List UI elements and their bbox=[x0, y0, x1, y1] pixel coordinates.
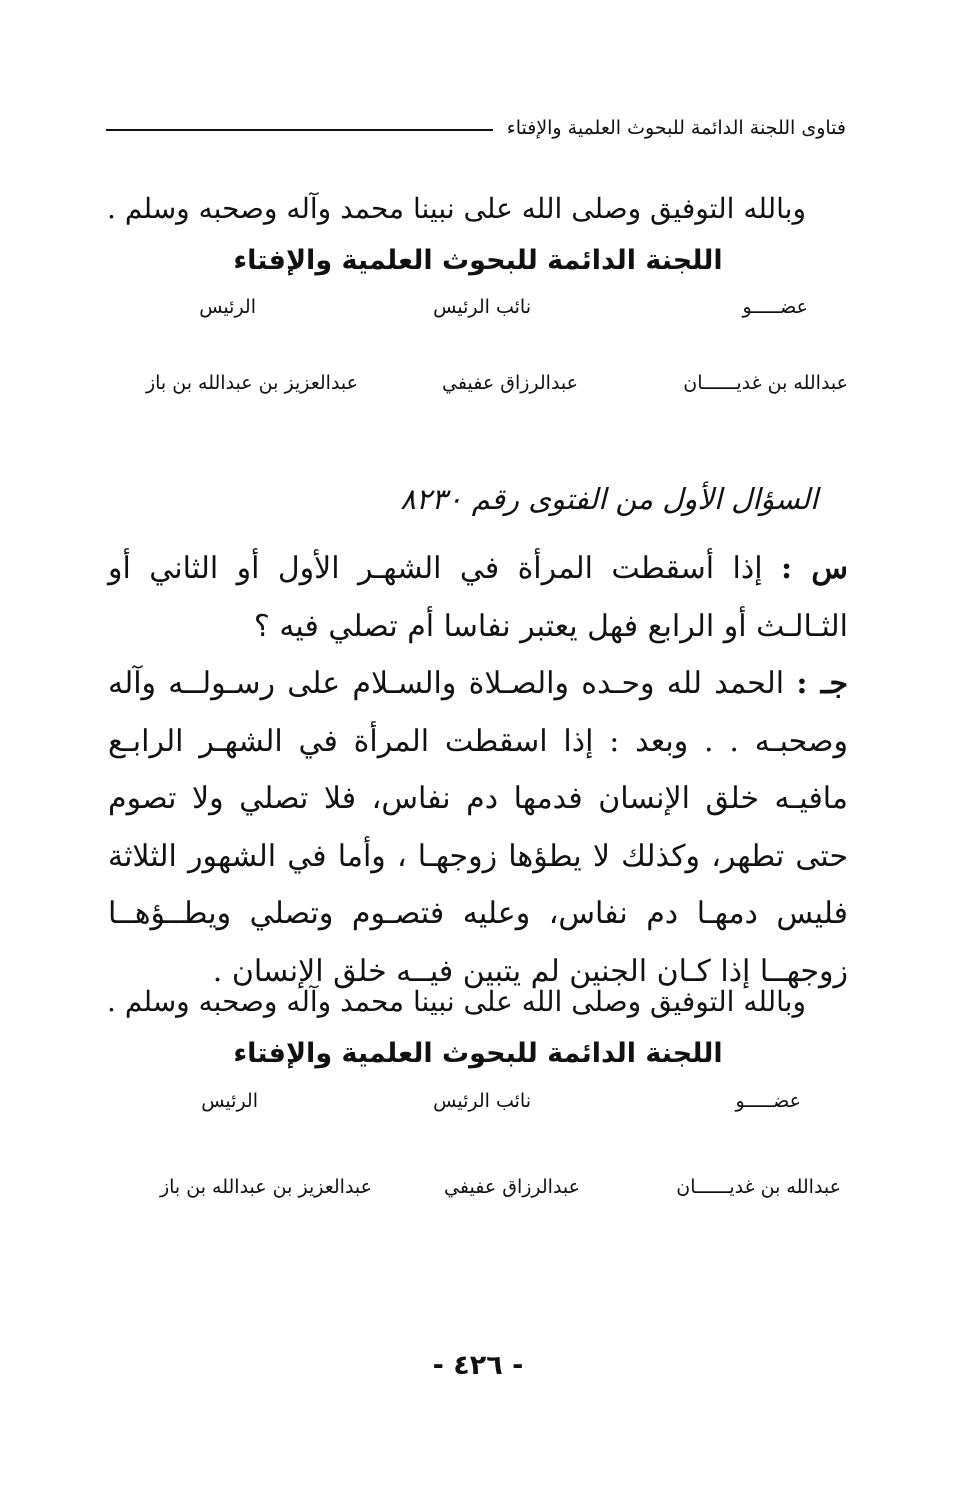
signatory-vice-president-2: عبدالرزاق عفيفي bbox=[444, 1176, 580, 1198]
role-vice-president: نائب الرئيس bbox=[433, 296, 531, 318]
fatwa-title: السؤال الأول من الفتوى رقم ٨٢٣٠ bbox=[400, 482, 818, 516]
running-header bbox=[106, 112, 846, 144]
signatory-president: عبدالعزيز بن عبدالله بن باز bbox=[145, 372, 358, 394]
signatory-member-2: عبدالله بن غديــــــان bbox=[676, 1176, 841, 1198]
question-text: إذا أسقطت المرأة في الشهـر الأول أو الثاني أو الثـالـث أو الرابع فهل يعتبر نفاسا أم تصلي فيه ؟ bbox=[108, 551, 848, 644]
header-rule bbox=[106, 129, 493, 131]
running-header-title: فتاوى اللجنة الدائمة للبحوث العلمية والإفتاء bbox=[506, 117, 846, 139]
role-member-2: عضـــــو bbox=[735, 1090, 801, 1112]
committee-name: اللجنة الدائمة للبحوث العلمية والإفتاء bbox=[233, 245, 723, 276]
question-label: س : bbox=[781, 551, 849, 586]
signatory-president-2: عبدالعزيز بن عبدالله بن باز bbox=[159, 1176, 372, 1198]
page-number: - ٤٢٦ - bbox=[432, 1350, 524, 1381]
signatory-vice-president: عبدالرزاق عفيفي bbox=[442, 372, 578, 394]
answer-text: الحمد لله وحـده والصـلاة والسـلام على رسـولــه وآله وصحبـه . . وبعد : إذا اسقطت المرأة في الشهـر الرابـع مافيـه خلق الإنسان فدمها دم نفاس، فلا تصلي ولا تصوم حتى تطهر، وكذلك لا يطؤها زوجهـا ، وأما في الشهور الثلاثة فليس دمهـا دم نفاس، وعليه فتصـوم وتصلي ويطــؤهــا زوجهــا إذا كـان الجنين لم يتبين فيــه خلق الإنسان . bbox=[108, 666, 848, 989]
role-president-2: الرئيس bbox=[201, 1090, 258, 1112]
question-paragraph bbox=[108, 540, 848, 655]
role-president: الرئيس bbox=[199, 296, 256, 318]
role-member: عضـــــو bbox=[742, 296, 808, 318]
fatwa-body bbox=[108, 540, 848, 1000]
signatory-member: عبدالله بن غديــــــان bbox=[683, 372, 848, 394]
answer-paragraph bbox=[108, 655, 848, 1000]
committee-name-2: اللجنة الدائمة للبحوث العلمية والإفتاء bbox=[233, 1038, 723, 1069]
closing-formula: وبالله التوفيق وصلى الله على نبينا محمد وآله وصحبه وسلم . bbox=[107, 192, 806, 225]
answer-label: جـ : bbox=[796, 666, 848, 701]
closing-formula-2: وبالله التوفيق وصلى الله على نبينا محمد وآله وصحبه وسلم . bbox=[107, 985, 806, 1018]
role-vice-president-2: نائب الرئيس bbox=[433, 1090, 531, 1112]
